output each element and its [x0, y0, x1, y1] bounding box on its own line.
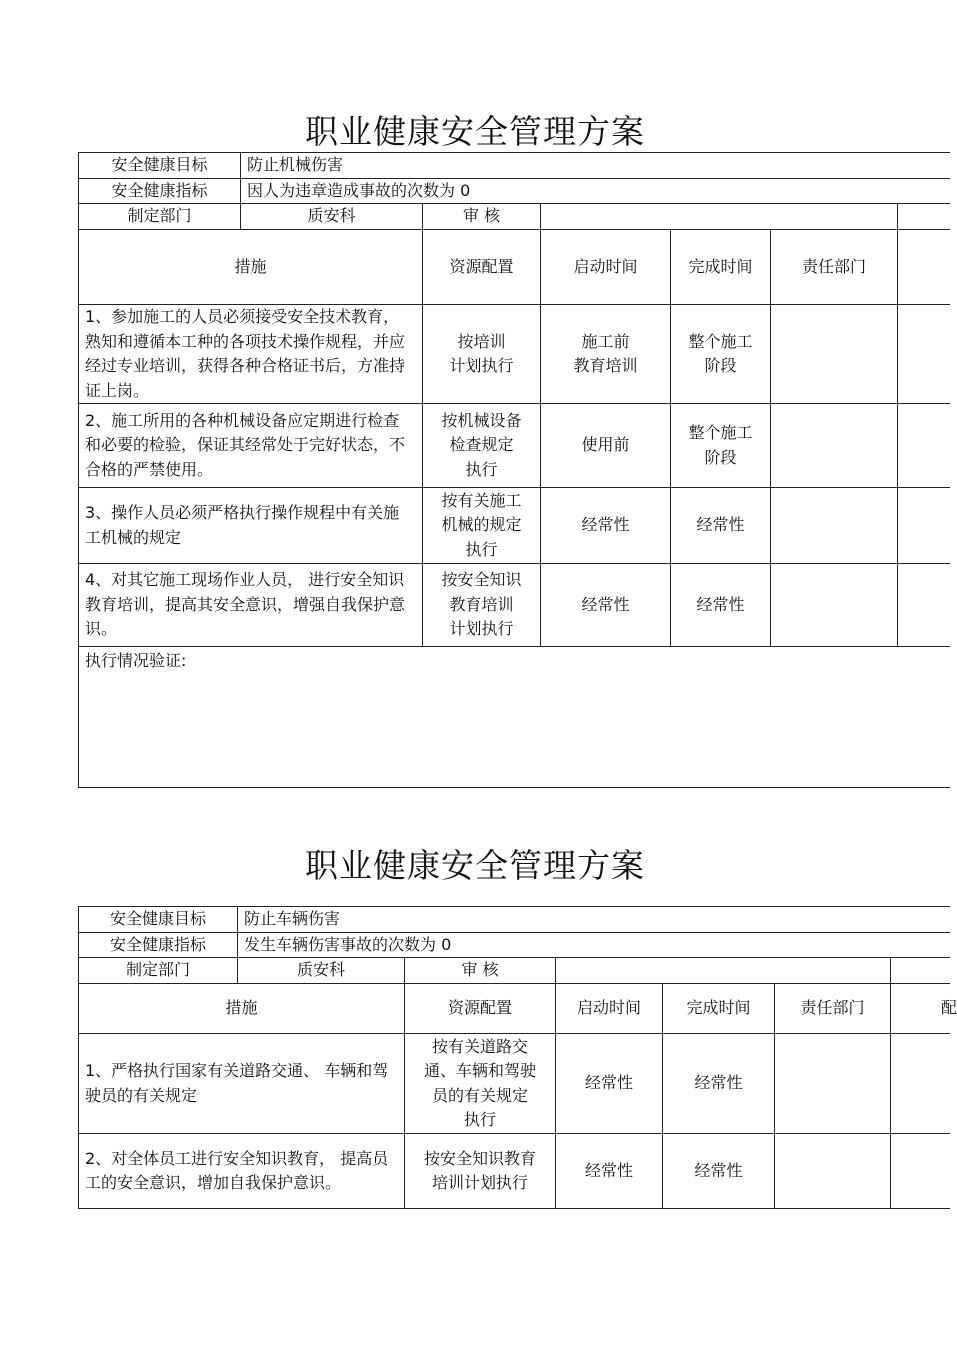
table-row-finish: 整个施工 阶段 [688, 423, 753, 467]
header-start: 启动时间 [576, 998, 641, 1018]
table-row-start: 经常性 [584, 1160, 633, 1180]
table-row-resource: 按培训 计划执行 [449, 331, 514, 375]
table-row-start: 施工前 教育培训 [573, 331, 638, 375]
table-row-dept [771, 305, 897, 403]
table-row-dept [771, 564, 897, 646]
table-row-resource: 按安全知识 教育培训 计划执行 [441, 570, 522, 639]
indicator-label: 安全健康指标 [111, 180, 208, 200]
review-label: 审 核 [461, 960, 499, 980]
table-row-dept [775, 1134, 890, 1208]
table-row-finish: 经常性 [696, 515, 745, 535]
table-row-start: 经常性 [581, 594, 630, 614]
indicator-value: 发生车辆伤害事故的次数为 0 [244, 934, 452, 954]
header-dept: 责任部门 [801, 256, 866, 276]
table-row-start: 经常性 [581, 515, 630, 535]
header-finish: 完成时间 [686, 998, 751, 1018]
table-row-finish: 经常性 [694, 1073, 743, 1093]
target-label: 安全健康目标 [109, 909, 206, 929]
dept-label: 制定部门 [125, 960, 190, 980]
header-extra: 配 [941, 998, 957, 1018]
table-row-dept [771, 488, 897, 563]
table-row-measure: 2、对全体员工进行安全知识教育， 提高员工的安全意识，增加自我保护意识。 [85, 1148, 389, 1192]
header-measure: 措施 [234, 256, 267, 276]
table-row-resource: 按机械设备 检查规定 执行 [441, 410, 522, 479]
indicator-value: 因人为违章造成事故的次数为 0 [247, 180, 471, 200]
header-resource: 资源配置 [449, 256, 514, 276]
table-row-resource: 按有关施工 机械的规定 执行 [441, 490, 522, 559]
target-value: 防止车辆伤害 [244, 909, 341, 929]
table-row-dept [775, 1034, 890, 1133]
target-label: 安全健康目标 [111, 155, 208, 175]
table-row-measure: 4、对其它施工现场作业人员， 进行安全知识教育培训，提高其安全意识，增强自我保护意识。 [85, 570, 406, 639]
review-value [556, 958, 890, 983]
review-value [541, 204, 897, 229]
header-finish: 完成时间 [688, 256, 753, 276]
review-label: 审 核 [462, 206, 501, 226]
header-resource: 资源配置 [447, 998, 512, 1018]
table-row-measure: 3、操作人员必须严格执行操作规程中有关施工机械的规定 [85, 503, 400, 547]
indicator-label: 安全健康指标 [109, 934, 206, 954]
table-row-measure: 1、严格执行国家有关道路交通、 车辆和驾驶员的有关规定 [85, 1061, 389, 1105]
dept-label: 制定部门 [127, 206, 192, 226]
header-dept: 责任部门 [800, 998, 865, 1018]
table-row-resource: 按安全知识教育 培训计划执行 [423, 1148, 536, 1192]
table-row-dept [771, 404, 897, 487]
verification-label: 执行情况验证: [85, 651, 187, 670]
table-row-finish: 整个施工 阶段 [688, 331, 753, 375]
table-row-start: 使用前 [581, 435, 630, 455]
dept-value: 质安科 [307, 206, 356, 226]
header-measure: 措施 [225, 998, 258, 1018]
table-row-resource: 按有关道路交 通、车辆和驾驶 员的有关规定 执行 [423, 1036, 536, 1129]
table-row-finish: 经常性 [696, 594, 745, 614]
table-row-start: 经常性 [584, 1073, 633, 1093]
header-extra [898, 230, 950, 304]
table-row-measure: 2、施工所用的各种机械设备应定期进行检查和必要的检验，保证其经常处于完好状态，不合格的严禁使用。 [85, 410, 406, 479]
dept-value: 质安科 [296, 960, 345, 980]
table-row-finish: 经常性 [694, 1160, 743, 1180]
table-row-measure: 1、参加施工的人员必须接受安全技术教育，熟知和遵循本工种的各项技术操作规程，并应经过专业培训，获得各种合格证书后，方准持证上岗。 [85, 307, 406, 400]
target-value: 防止机械伤害 [247, 155, 344, 175]
page-title: 职业健康安全管理方案 [305, 846, 645, 885]
header-start: 启动时间 [573, 256, 638, 276]
page-title: 职业健康安全管理方案 [305, 112, 645, 151]
